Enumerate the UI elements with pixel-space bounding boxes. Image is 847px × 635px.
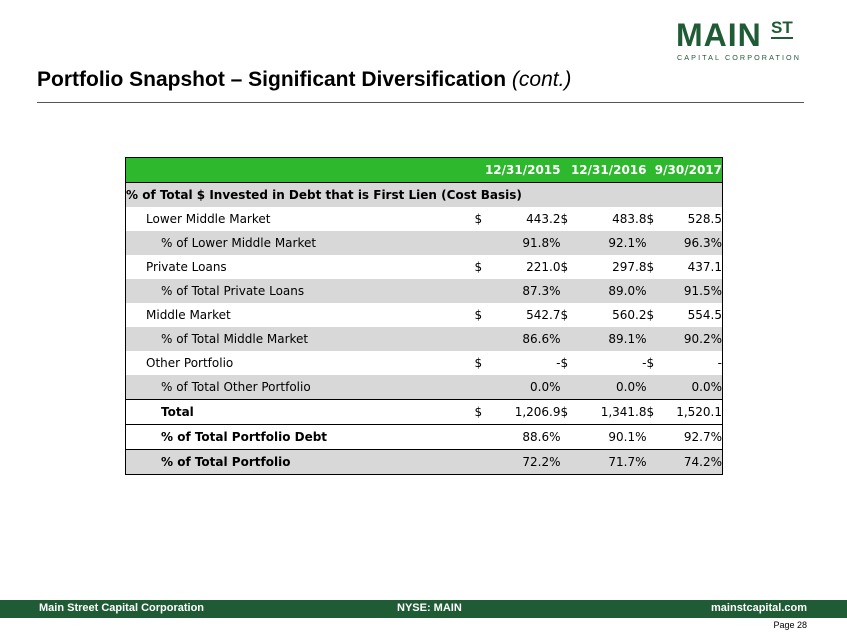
- logo-subtitle: CAPITAL CORPORATION: [677, 53, 802, 62]
- currency-symbol: $: [560, 260, 569, 274]
- table-row: [126, 375, 723, 400]
- main-street-logo: [676, 18, 806, 62]
- section-label: % of Total $ Invested in Debt that is First Lien (Cost Basis): [126, 183, 723, 208]
- table-cell: 1,341.8: [583, 400, 647, 425]
- first-lien-table: [125, 157, 723, 475]
- row-label: Total: [126, 400, 475, 425]
- currency-symbol: $: [560, 212, 569, 226]
- table-cell: -: [669, 351, 723, 375]
- table-cell: 74.2%: [669, 450, 723, 475]
- table-cell: 483.8: [612, 212, 647, 226]
- table-cell: 87.3%: [497, 279, 561, 303]
- logo-main-text: MAIN: [676, 17, 762, 53]
- logo-st-text: ST: [771, 18, 793, 37]
- table-cell: 90.2%: [669, 327, 723, 351]
- table-cell: 90.1%: [583, 425, 647, 450]
- currency-symbol: $: [474, 260, 483, 274]
- currency-symbol: $: [474, 308, 483, 322]
- page-title-main: Portfolio Snapshot – Significant Diversification: [37, 68, 512, 91]
- page-title-suffix: (cont.): [511, 68, 572, 91]
- table-cell: -: [642, 356, 647, 370]
- table-cell: 542.7: [526, 308, 561, 322]
- section-header-row: [126, 183, 723, 208]
- row-label: Private Loans: [126, 255, 475, 279]
- table-row: [126, 425, 723, 450]
- page-number: Page 28: [773, 620, 807, 630]
- table-cell: 560.2: [612, 308, 647, 322]
- table-cell: 0.0%: [669, 375, 723, 400]
- currency-symbol: $: [474, 356, 483, 370]
- row-label: % of Total Middle Market: [126, 327, 475, 351]
- column-header: 12/31/2016: [561, 158, 647, 183]
- table-cell: 0.0%: [497, 375, 561, 400]
- table-cell: -: [556, 356, 561, 370]
- currency-symbol: $: [646, 356, 655, 370]
- row-label: % of Total Private Loans: [126, 279, 475, 303]
- table-row: [126, 207, 723, 231]
- footer-ticker: NYSE: MAIN: [397, 602, 462, 614]
- column-header: 9/30/2017: [647, 158, 723, 183]
- total-row: [126, 400, 723, 425]
- table-cell: 88.6%: [497, 425, 561, 450]
- currency-symbol: $: [646, 212, 655, 226]
- table-cell: 1,520.1: [669, 400, 723, 425]
- currency-symbol: $: [474, 212, 483, 226]
- title-divider: [37, 102, 804, 103]
- table-cell: 71.7%: [583, 450, 647, 475]
- footer-website: mainstcapital.com: [711, 602, 807, 614]
- table-cell: 1,206.9: [497, 400, 561, 425]
- currency-symbol: $: [647, 400, 669, 425]
- currency-symbol: $: [560, 308, 569, 322]
- table-cell: 528.5: [669, 207, 723, 231]
- table-row: [126, 303, 723, 327]
- row-label: % of Total Other Portfolio: [126, 375, 475, 400]
- table-row: [126, 255, 723, 279]
- table-cell: 92.7%: [669, 425, 723, 450]
- currency-symbol: $: [646, 308, 655, 322]
- table-cell: 0.0%: [583, 375, 647, 400]
- table-cell: 91.8%: [497, 231, 561, 255]
- table-row: [126, 279, 723, 303]
- page-title: [37, 68, 571, 92]
- footer-bar: [0, 600, 847, 618]
- currency-symbol: $: [560, 356, 569, 370]
- row-label: % of Total Portfolio: [126, 450, 475, 475]
- footer-company: Main Street Capital Corporation: [39, 602, 205, 614]
- table-cell: 72.2%: [497, 450, 561, 475]
- table-row: [126, 351, 723, 375]
- table-cell: 437.1: [669, 255, 723, 279]
- table-cell: 91.5%: [669, 279, 723, 303]
- row-label: % of Lower Middle Market: [126, 231, 475, 255]
- table-cell: 89.1%: [583, 327, 647, 351]
- table-cell: 554.5: [669, 303, 723, 327]
- row-label: Middle Market: [126, 303, 475, 327]
- table-cell: 96.3%: [669, 231, 723, 255]
- currency-symbol: $: [561, 400, 583, 425]
- table-cell: 89.0%: [583, 279, 647, 303]
- row-label: Other Portfolio: [126, 351, 475, 375]
- column-header: 12/31/2015: [475, 158, 561, 183]
- table-row: [126, 327, 723, 351]
- table-row: [126, 231, 723, 255]
- table-cell: 443.2: [526, 212, 561, 226]
- row-label: % of Total Portfolio Debt: [126, 425, 475, 450]
- currency-symbol: $: [475, 400, 497, 425]
- table-cell: 221.0: [526, 260, 561, 274]
- table-header-row: [126, 158, 723, 183]
- table-cell: 86.6%: [497, 327, 561, 351]
- currency-symbol: $: [646, 260, 655, 274]
- row-label: Lower Middle Market: [126, 207, 475, 231]
- table-row: [126, 450, 723, 475]
- table-cell: 92.1%: [583, 231, 647, 255]
- table-cell: 297.8: [612, 260, 647, 274]
